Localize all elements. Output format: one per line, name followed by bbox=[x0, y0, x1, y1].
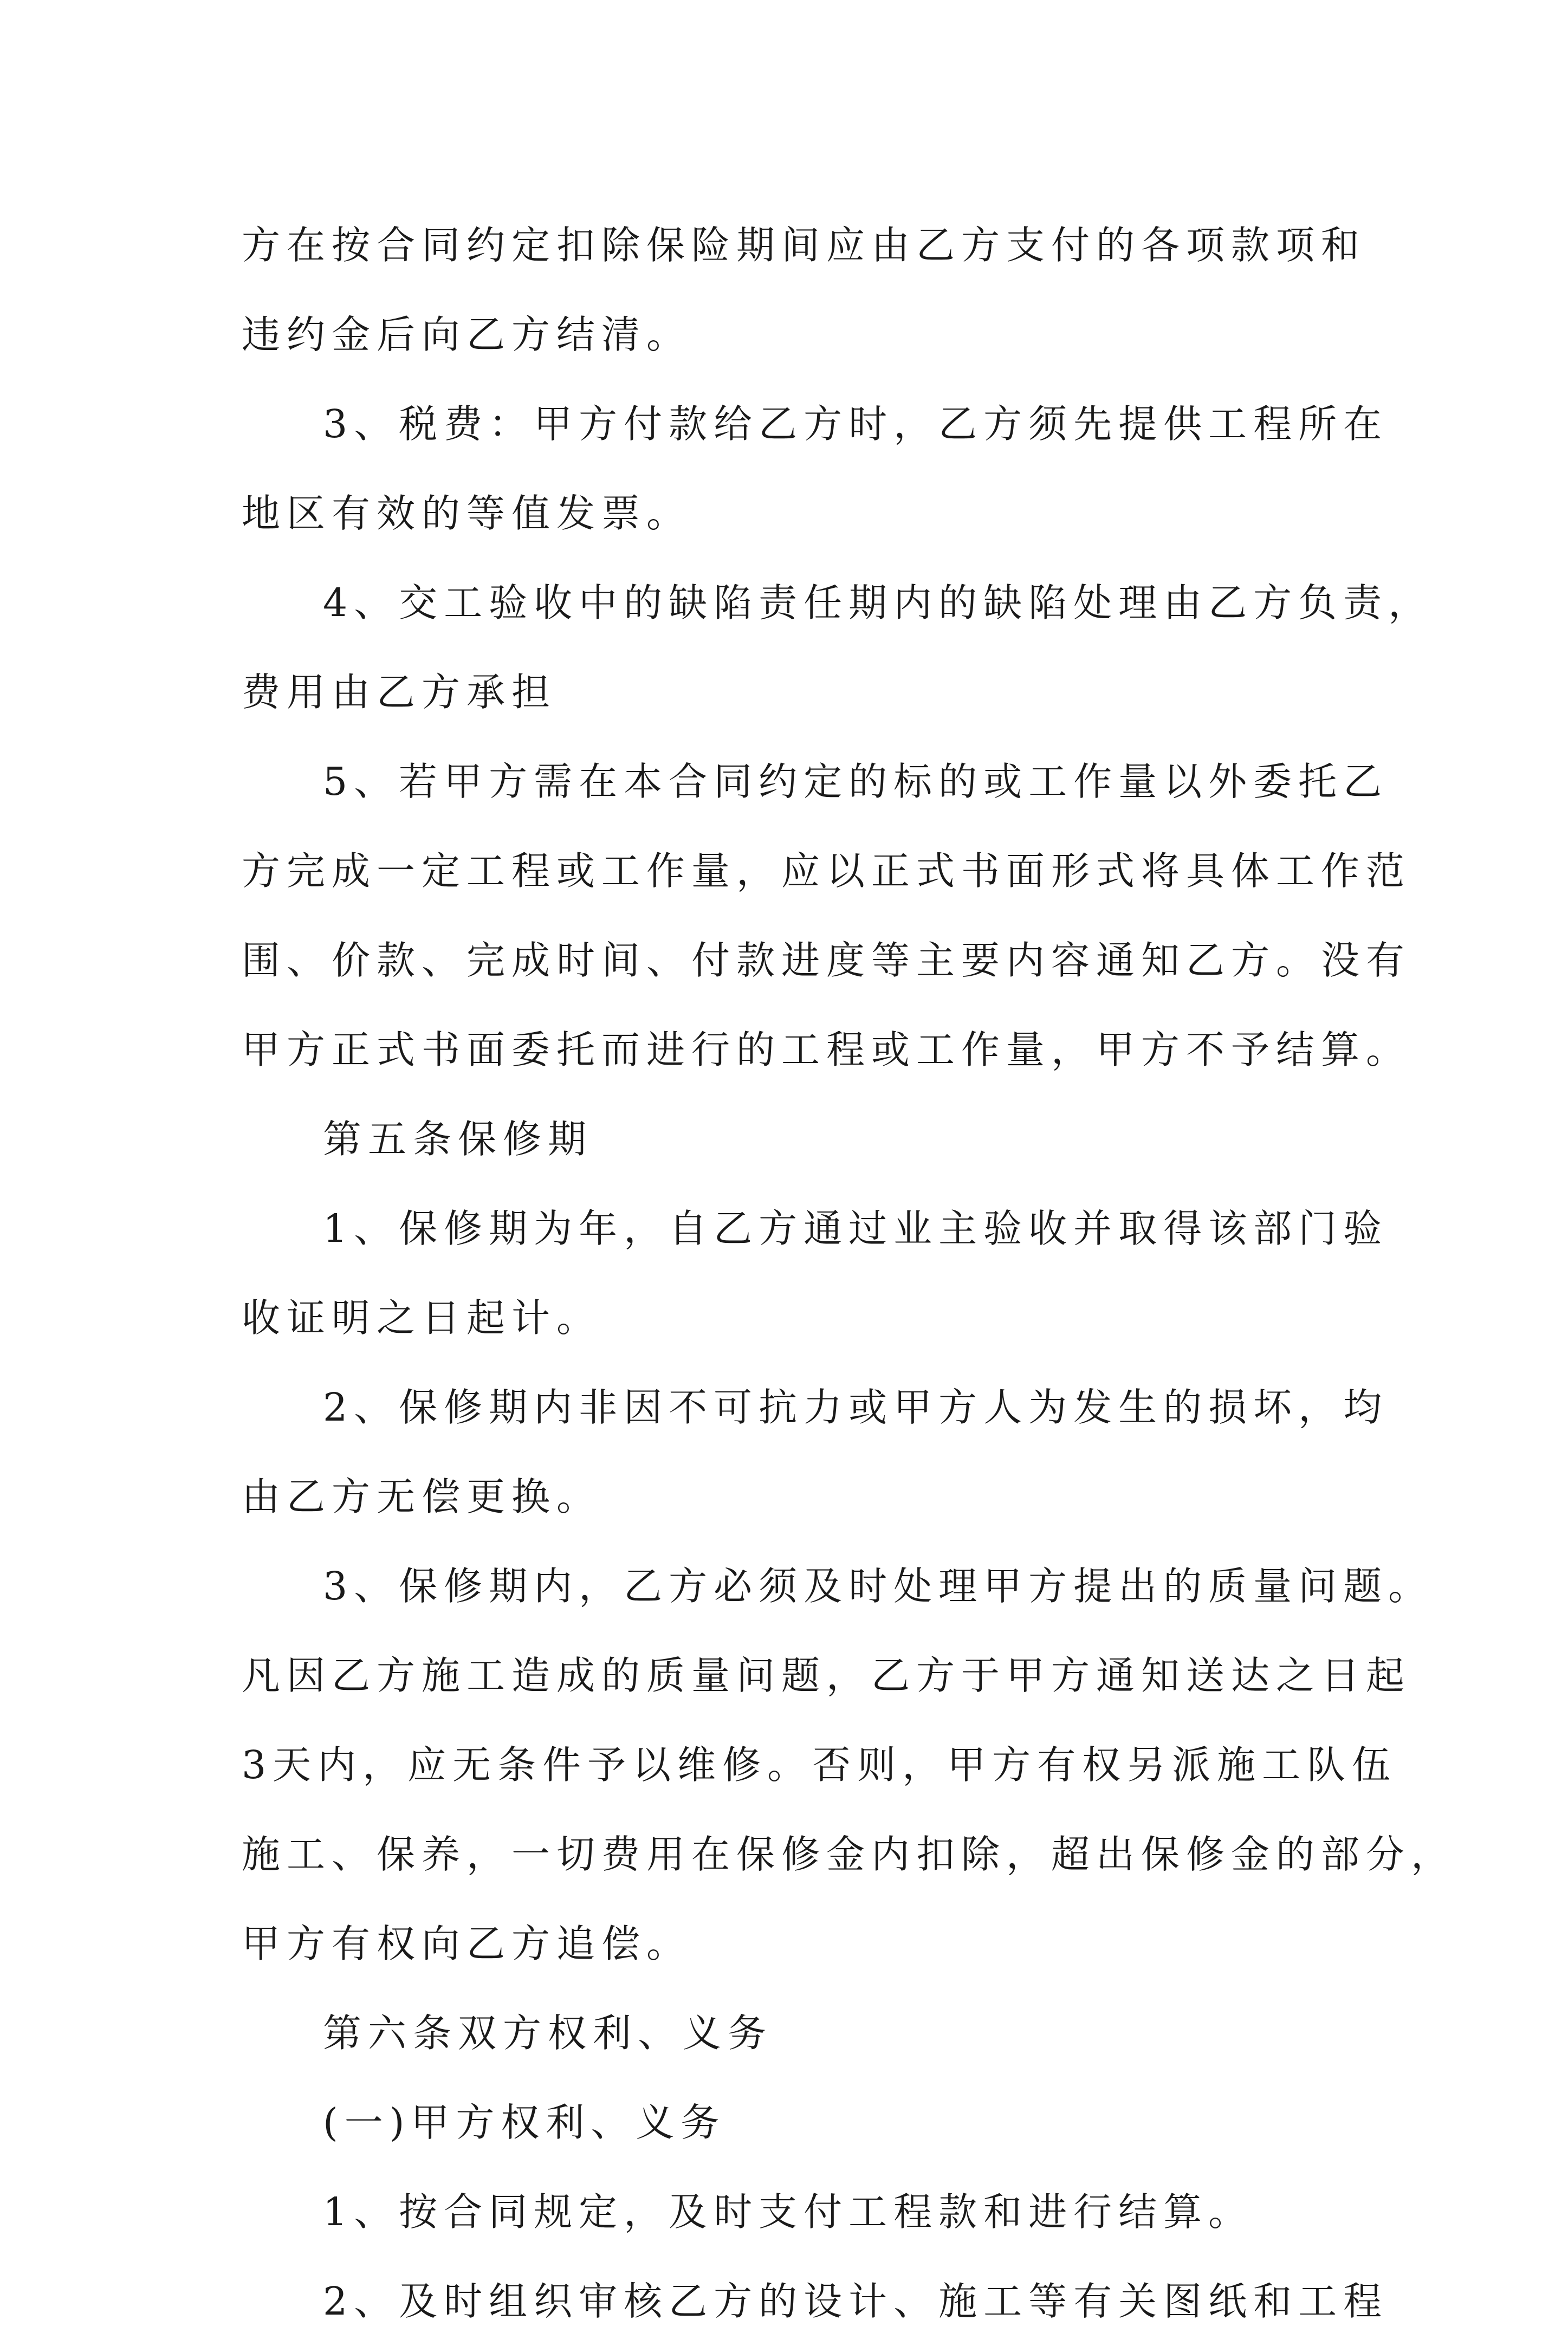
paragraph-line: 违约金后向乙方结清。 bbox=[242, 312, 692, 357]
paragraph-line: 方完成一定工程或工作量，应以正式书面形式将具体工作范 bbox=[242, 848, 1411, 893]
section-heading: 第六条双方权利、义务 bbox=[323, 2011, 773, 2056]
paragraph-line: 地区有效的等值发票。 bbox=[242, 491, 692, 536]
paragraph-line: 方在按合同约定扣除保险期间应由乙方支付的各项款项和 bbox=[242, 223, 1366, 268]
document-body bbox=[242, 200, 1456, 2346]
paragraph-line: 施工、保养，一切费用在保修金内扣除，超出保修金的部分， bbox=[242, 1832, 1456, 1877]
paragraph-line: 收证明之日起计。 bbox=[242, 1295, 602, 1340]
section-heading: 第五条保修期 bbox=[323, 1117, 593, 1162]
paragraph-line: 1、按合同规定，及时支付工程款和进行结算。 bbox=[323, 2189, 1254, 2234]
paragraph-line: 围、价款、完成时间、付款进度等主要内容通知乙方。没有 bbox=[242, 938, 1411, 983]
paragraph-line: 甲方正式书面委托而进行的工程或工作量，甲方不予结算。 bbox=[242, 1027, 1411, 1072]
paragraph-line: 2、及时组织审核乙方的设计、施工等有关图纸和工程 bbox=[323, 2279, 1389, 2324]
paragraph-line: 费用由乙方承担 bbox=[242, 670, 557, 715]
subsection-heading: (一)甲方权利、义务 bbox=[323, 2100, 726, 2145]
paragraph-line: 5、若甲方需在本合同约定的标的或工作量以外委托乙 bbox=[323, 759, 1389, 804]
paragraph-line: 1、保修期为年，自乙方通过业主验收并取得该部门验 bbox=[323, 1206, 1389, 1251]
paragraph-line: 3、税费：甲方付款给乙方时，乙方须先提供工程所在 bbox=[323, 401, 1389, 446]
paragraph-line: 3天内，应无条件予以维修。否则，甲方有权另派施工队伍 bbox=[242, 1742, 1397, 1787]
paragraph-line: 2、保修期内非因不可抗力或甲方人为发生的损坏，均 bbox=[323, 1385, 1389, 1430]
paragraph-line: 甲方有权向乙方追偿。 bbox=[242, 1921, 692, 1966]
paragraph-line: 由乙方无偿更换。 bbox=[242, 1474, 602, 1519]
paragraph-line: 4、交工验收中的缺陷责任期内的缺陷处理由乙方负责， bbox=[323, 580, 1434, 625]
paragraph-line: 3、保修期内，乙方必须及时处理甲方提出的质量问题。 bbox=[323, 1564, 1434, 1609]
paragraph-line: 凡因乙方施工造成的质量问题，乙方于甲方通知送达之日起 bbox=[242, 1653, 1411, 1698]
